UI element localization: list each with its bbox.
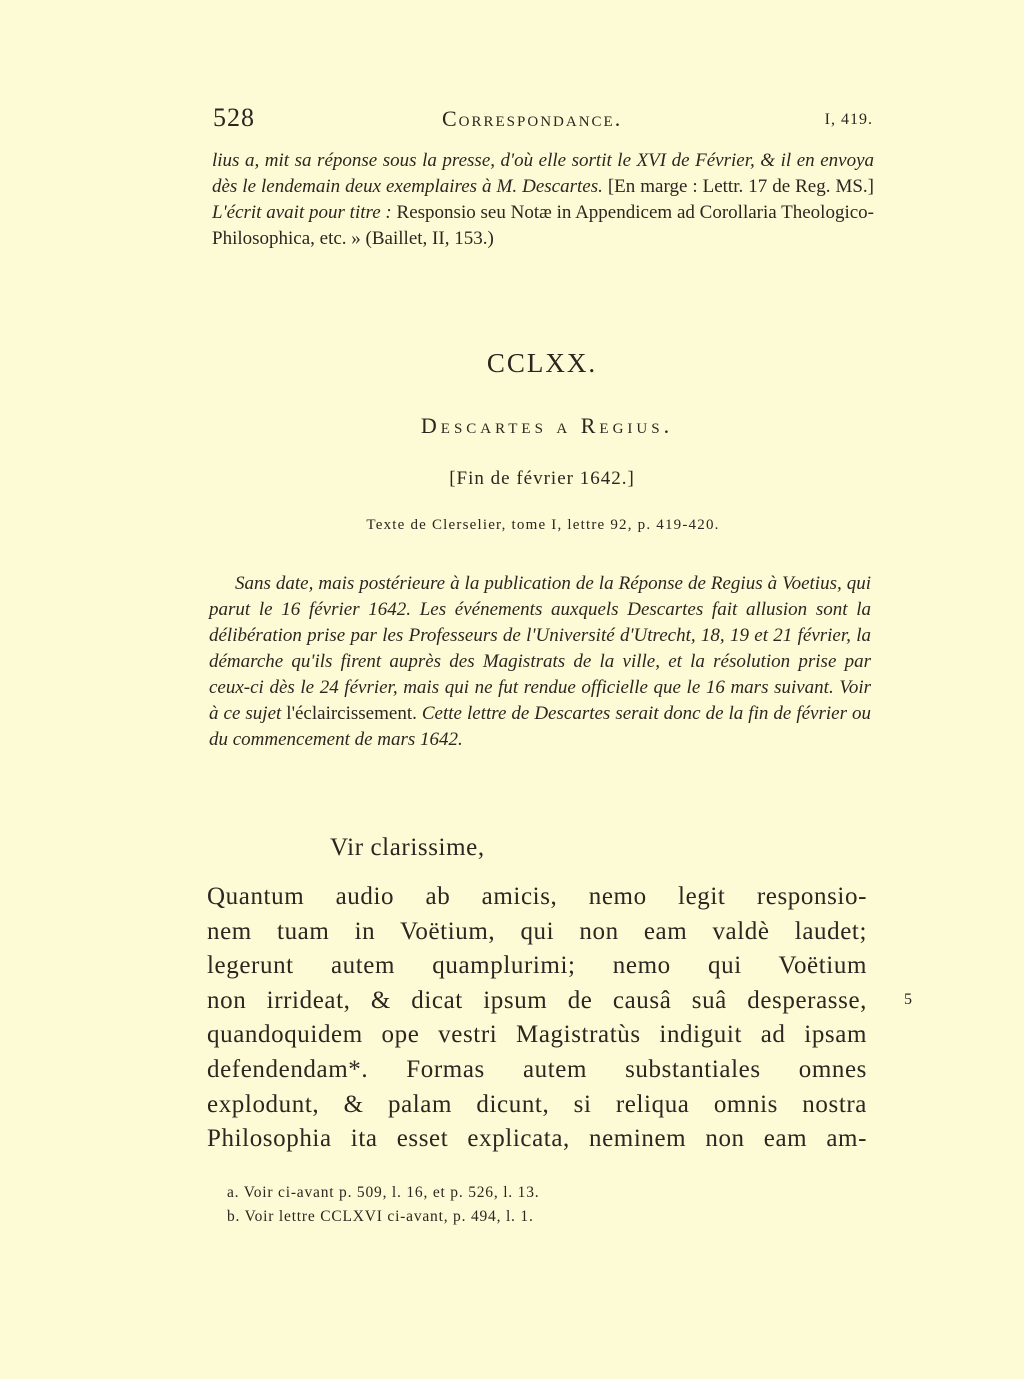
body-line: Philosophia ita esset explicata, neminem non eam am- xyxy=(207,1125,867,1153)
body-line: legerunt autem quamplurimi; nemo qui Voëtium xyxy=(207,952,867,980)
letter-number: CCLXX. xyxy=(486,348,598,378)
body-line: defendendam*. Formas autem substantiales omnes xyxy=(207,1055,867,1083)
letter-body xyxy=(207,880,867,1157)
running-reference: I, 419. xyxy=(824,111,873,128)
note-italic-text: lius a, mit sa réponse sous la presse, d'où elle sortit le XVI de Février, & il en envoya dès le lendemain deux exemplaires à M. Descartes. xyxy=(212,150,874,197)
editorial-intro xyxy=(209,571,871,753)
body-line: nem tuam in Voëtium, qui non eam valdè laudet; xyxy=(207,917,867,945)
note-margin-text: [En marge : Lettr. 17 de Reg. MS.] xyxy=(602,176,875,197)
body-line: Quantum audio ab amicis, nemo legit responsio- xyxy=(207,883,867,910)
footnote-a: a. Voir ci-avant p. 509, l. 16, et p. 526, l. 13. xyxy=(227,1184,540,1201)
note-title-text: Responsio seu Notæ in Appendicem ad Corollaria Theologico-Philosophica, etc. » (Baillet, II, 153.) xyxy=(212,202,874,249)
margin-line-number: 5 xyxy=(904,991,912,1008)
page-number: 528 xyxy=(213,103,255,132)
letter-heading: Descartes a Regius. xyxy=(420,413,674,438)
source-line: Texte de Clerselier, tome I, lettre 92, p. 419-420. xyxy=(366,517,720,533)
footnote-b: b. Voir lettre CCLXVI ci-avant, p. 494, l. 1. xyxy=(227,1208,534,1225)
running-head xyxy=(210,103,875,137)
body-line: quandoquidem ope vestri Magistratùs indiguit ad ipsam xyxy=(207,1021,867,1049)
body-line: non irrideat, & dicat ipsum de causâ suâ desperasse, xyxy=(207,986,867,1014)
intro-reference: l'éclaircissement. xyxy=(286,703,417,724)
note-title-label: L'écrit avait pour titre : xyxy=(212,202,392,223)
footnotes xyxy=(227,1181,539,1229)
intro-conclusion: Cette lettre de Descartes serait donc de la fin de février ou du commencement de mars 1642. xyxy=(209,703,871,750)
body-line: explodunt, & palam dicunt, si reliqua omnis nostra xyxy=(207,1090,867,1118)
continued-note xyxy=(212,148,874,252)
salutation: Vir clarissime, xyxy=(330,834,485,861)
running-title: Correspondance. xyxy=(442,106,623,131)
intro-text: Sans date, mais postérieure à la publication de la Réponse de Regius à Voetius, qui parut le 16 février 1642. Les événements auxquels Descartes fait allusion sont la délibération prise par les Professeurs de l'Université d'Utrecht, 18, 19 et 21 février, la démarche qu'ils firent auprès des Magistrats de la ville, et la résolution prise par ceux-ci dès le 24 février, mais qui ne fut rendue officielle que le 16 mars suivant. Voir à ce sujet xyxy=(209,573,871,724)
letter-date: [Fin de février 1642.] xyxy=(449,468,635,489)
